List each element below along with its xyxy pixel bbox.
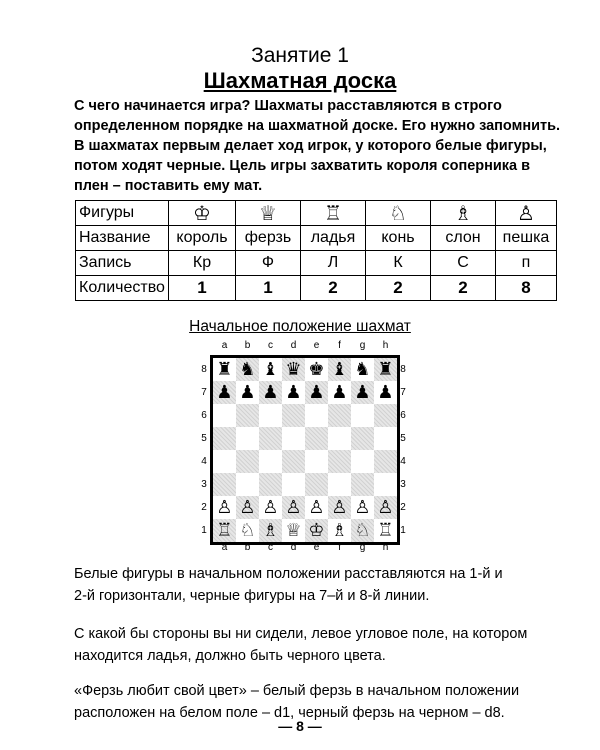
square-h7 — [374, 381, 397, 404]
chess-piece-icon: ♘ — [239, 520, 256, 541]
intro-line: В шахматах первым делает ход игрок, у которого белые фигуры, — [74, 138, 547, 154]
paragraph-line: «Ферзь любит свой цвет» – белый ферзь в начальном положении — [74, 683, 520, 699]
pieces-table — [75, 200, 557, 301]
square-g6 — [351, 404, 374, 427]
chess-piece-icon: ♟ — [216, 382, 233, 403]
square-c2 — [259, 496, 282, 519]
piece-count: 8 — [496, 276, 557, 301]
intro-line: плен – поставить ему мат. — [74, 178, 263, 194]
file-label-e: e — [313, 542, 320, 553]
rank-label-3: 3 — [201, 479, 207, 490]
paragraph-line: С какой бы стороны вы ни сидели, левое угловое поле, на котором — [74, 626, 528, 642]
square-f1 — [328, 519, 351, 542]
rank-label-7: 7 — [400, 387, 406, 398]
chess-piece-icon: ♙ — [377, 497, 394, 518]
square-g1 — [351, 519, 374, 542]
chess-piece-icon: ♙ — [285, 497, 302, 518]
square-g7 — [351, 381, 374, 404]
square-a1 — [213, 519, 236, 542]
rank-label-2: 2 — [400, 502, 406, 513]
file-label-f: f — [338, 542, 341, 553]
chess-piece-icon: ♔ — [308, 520, 325, 541]
white-pawn-icon: ♙ — [517, 200, 535, 225]
paragraph-line: расположен на белом поле – d1, черный ферзь на черном – d8. — [74, 705, 505, 721]
page-title: Шахматная доска — [203, 68, 397, 93]
file-label-g: g — [359, 340, 366, 351]
piece-count: 2 — [366, 276, 431, 301]
rank-label-1: 1 — [201, 525, 207, 536]
file-labels-top — [213, 340, 397, 352]
file-label-b: b — [244, 340, 251, 351]
square-c6 — [259, 404, 282, 427]
square-h8 — [374, 358, 397, 381]
white-rook-icon: ♖ — [324, 200, 342, 225]
chess-piece-icon: ♟ — [308, 382, 325, 403]
paragraph-placement — [74, 563, 574, 607]
chessboard — [210, 355, 400, 545]
file-label-a: a — [221, 340, 228, 351]
piece-notation: К — [366, 251, 431, 276]
row-label: Запись — [76, 251, 169, 276]
file-label-h: h — [382, 542, 389, 553]
page-number: — 8 — — [278, 718, 322, 734]
chess-piece-icon: ♟ — [377, 382, 394, 403]
square-c1 — [259, 519, 282, 542]
paragraph-line: 2-й горизонтали, черные фигуры на 7–й и 8-й линии. — [74, 588, 430, 604]
file-label-f: f — [338, 340, 341, 351]
square-g3 — [351, 473, 374, 496]
file-label-c: c — [268, 542, 273, 553]
piece-notation: Л — [301, 251, 366, 276]
intro-line: потом ходят черные. Цель игры захватить короля соперника в — [74, 158, 531, 174]
pieces-row-notation — [76, 251, 557, 276]
square-b7 — [236, 381, 259, 404]
chess-piece-icon: ♝ — [331, 359, 348, 380]
pieces-row-counts — [76, 276, 557, 301]
square-h4 — [374, 450, 397, 473]
piece-name: ладья — [301, 226, 366, 251]
row-label: Количество — [76, 276, 169, 301]
piece-name: ферзь — [236, 226, 301, 251]
file-label-c: c — [268, 340, 273, 351]
square-e3 — [305, 473, 328, 496]
square-a3 — [213, 473, 236, 496]
chess-piece-icon: ♟ — [331, 382, 348, 403]
square-d5 — [282, 427, 305, 450]
lesson-number: Занятие 1 — [251, 44, 349, 67]
square-c7 — [259, 381, 282, 404]
row-label: Название — [76, 226, 169, 251]
square-c8 — [259, 358, 282, 381]
rank-label-8: 8 — [400, 364, 406, 375]
rank-labels-left — [198, 358, 210, 542]
paragraph-line: Белые фигуры в начальном положении расставляются на 1-й и — [74, 566, 503, 582]
file-label-d: d — [290, 340, 297, 351]
square-f8 — [328, 358, 351, 381]
square-e6 — [305, 404, 328, 427]
chess-piece-icon: ♞ — [239, 359, 256, 380]
piece-name: слон — [431, 226, 496, 251]
chess-piece-icon: ♕ — [285, 520, 302, 541]
chessboard-diagram — [196, 340, 416, 555]
board-title: Начальное положение шахмат — [189, 318, 411, 335]
square-d7 — [282, 381, 305, 404]
square-a5 — [213, 427, 236, 450]
file-label-g: g — [359, 542, 366, 553]
square-g2 — [351, 496, 374, 519]
paragraph-line: находится ладья, должно быть черного цвета. — [74, 648, 386, 664]
rank-label-5: 5 — [400, 433, 406, 444]
piece-notation: п — [496, 251, 557, 276]
square-h6 — [374, 404, 397, 427]
square-d8 — [282, 358, 305, 381]
chess-piece-icon: ♟ — [239, 382, 256, 403]
piece-name: король — [169, 226, 236, 251]
square-f2 — [328, 496, 351, 519]
white-king-icon: ♔ — [193, 200, 211, 225]
square-e2 — [305, 496, 328, 519]
square-c5 — [259, 427, 282, 450]
intro-paragraph — [74, 96, 561, 196]
piece-count: 1 — [169, 276, 236, 301]
chess-piece-icon: ♜ — [216, 359, 233, 380]
piece-count: 2 — [431, 276, 496, 301]
square-d1 — [282, 519, 305, 542]
rank-label-4: 4 — [400, 456, 406, 467]
square-e7 — [305, 381, 328, 404]
chess-piece-icon: ♟ — [262, 382, 279, 403]
intro-line: С чего начинается игра? Шахматы расставляются в строго — [74, 98, 502, 114]
square-h3 — [374, 473, 397, 496]
square-e5 — [305, 427, 328, 450]
chess-piece-icon: ♟ — [285, 382, 302, 403]
file-label-d: d — [290, 542, 297, 553]
square-f4 — [328, 450, 351, 473]
file-label-b: b — [244, 542, 251, 553]
file-label-e: e — [313, 340, 320, 351]
square-b3 — [236, 473, 259, 496]
pieces-row-icons — [76, 201, 557, 226]
piece-name: конь — [366, 226, 431, 251]
file-labels-bottom — [213, 542, 397, 554]
chess-piece-icon: ♚ — [308, 359, 325, 380]
square-h2 — [374, 496, 397, 519]
square-g4 — [351, 450, 374, 473]
square-h5 — [374, 427, 397, 450]
row-label: Фигуры — [76, 201, 169, 226]
chess-piece-icon: ♞ — [354, 359, 371, 380]
white-knight-icon: ♘ — [389, 200, 407, 225]
rank-label-8: 8 — [201, 364, 207, 375]
file-label-a: a — [221, 542, 228, 553]
piece-count: 1 — [236, 276, 301, 301]
chess-piece-icon: ♙ — [331, 497, 348, 518]
chess-piece-icon: ♟ — [354, 382, 371, 403]
square-a6 — [213, 404, 236, 427]
square-b8 — [236, 358, 259, 381]
intro-line: определенном порядке на шахматной доске. Его нужно запомнить. — [74, 118, 561, 134]
chess-piece-icon: ♙ — [354, 497, 371, 518]
pieces-row-names — [76, 226, 557, 251]
square-b4 — [236, 450, 259, 473]
chess-piece-icon: ♙ — [308, 497, 325, 518]
chess-piece-icon: ♗ — [262, 520, 279, 541]
square-g5 — [351, 427, 374, 450]
white-queen-icon: ♕ — [259, 200, 277, 225]
square-g8 — [351, 358, 374, 381]
square-a2 — [213, 496, 236, 519]
square-a4 — [213, 450, 236, 473]
chess-piece-icon: ♙ — [262, 497, 279, 518]
square-c3 — [259, 473, 282, 496]
chess-piece-icon: ♘ — [354, 520, 371, 541]
chess-piece-icon: ♜ — [377, 359, 394, 380]
square-b1 — [236, 519, 259, 542]
square-c4 — [259, 450, 282, 473]
chess-piece-icon: ♗ — [331, 520, 348, 541]
rank-label-6: 6 — [400, 410, 406, 421]
square-d4 — [282, 450, 305, 473]
square-b5 — [236, 427, 259, 450]
chess-piece-icon: ♛ — [285, 359, 302, 380]
square-b6 — [236, 404, 259, 427]
rank-label-3: 3 — [400, 479, 406, 490]
square-e4 — [305, 450, 328, 473]
chess-piece-icon: ♖ — [377, 520, 394, 541]
piece-notation: Ф — [236, 251, 301, 276]
rank-label-1: 1 — [400, 525, 406, 536]
square-f7 — [328, 381, 351, 404]
rank-label-7: 7 — [201, 387, 207, 398]
file-label-h: h — [382, 340, 389, 351]
chess-piece-icon: ♖ — [216, 520, 233, 541]
paragraph-corner-rule — [74, 623, 574, 667]
square-f3 — [328, 473, 351, 496]
piece-name: пешка — [496, 226, 557, 251]
square-d2 — [282, 496, 305, 519]
chess-piece-icon: ♙ — [216, 497, 233, 518]
white-bishop-icon: ♗ — [454, 200, 472, 225]
rank-label-4: 4 — [201, 456, 207, 467]
square-b2 — [236, 496, 259, 519]
rank-labels-right — [397, 358, 409, 542]
rank-label-6: 6 — [201, 410, 207, 421]
chess-piece-icon: ♝ — [262, 359, 279, 380]
square-e8 — [305, 358, 328, 381]
chess-piece-icon: ♙ — [239, 497, 256, 518]
rank-label-2: 2 — [201, 502, 207, 513]
piece-notation: С — [431, 251, 496, 276]
square-d6 — [282, 404, 305, 427]
square-h1 — [374, 519, 397, 542]
square-a7 — [213, 381, 236, 404]
piece-count: 2 — [301, 276, 366, 301]
piece-notation: Кр — [169, 251, 236, 276]
rank-label-5: 5 — [201, 433, 207, 444]
square-d3 — [282, 473, 305, 496]
square-a8 — [213, 358, 236, 381]
square-e1 — [305, 519, 328, 542]
square-f6 — [328, 404, 351, 427]
square-f5 — [328, 427, 351, 450]
